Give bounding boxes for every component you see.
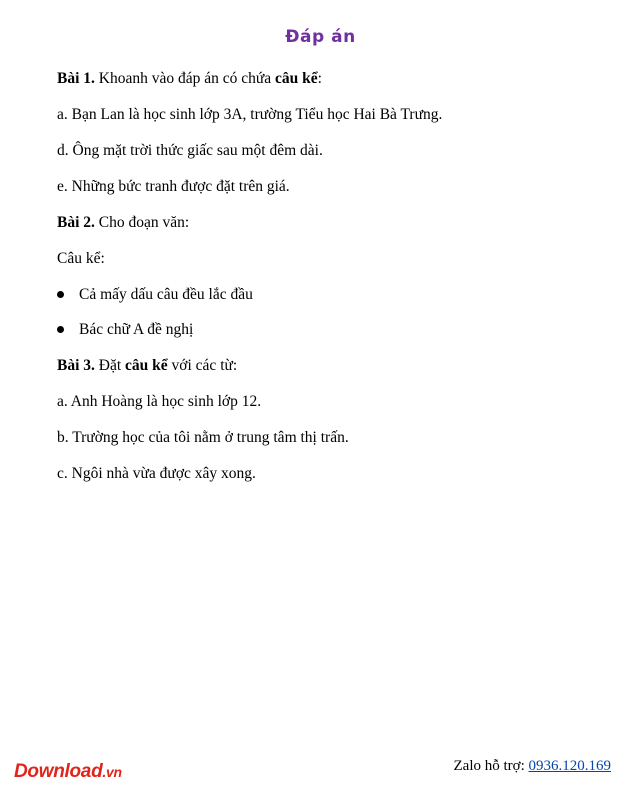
bai1-answer-a: a. Bạn Lan là học sinh lớp 3A, trường Tiểu học Hai Bà Trưng. — [57, 106, 443, 123]
bai2-bullet-1-text: Cả mấy dấu câu đều lắc đầu — [79, 286, 253, 303]
bai2-text: Cho đoạn văn: — [94, 214, 190, 231]
bai3-label: Bài 3. — [57, 357, 95, 374]
bai1-bold-term: câu kể — [275, 70, 318, 87]
bai1-text: Khoanh vào đáp án có chứa — [94, 70, 276, 87]
bullet-icon — [57, 326, 64, 333]
bullet-icon — [57, 291, 64, 298]
bai2-bullet-1 — [57, 285, 253, 305]
bai3-text-before: Đặt — [94, 357, 126, 374]
bai2-bullet-2-text: Bác chữ A đề nghị — [79, 321, 194, 338]
bai2-subheading: Câu kể: — [57, 250, 105, 267]
bai3-text-after: với các từ: — [167, 357, 238, 374]
bai1-answer-d: d. Ông mặt trời thức giấc sau một đêm dài. — [57, 142, 323, 159]
bai1-answer-e: e. Những bức tranh được đặt trên giá. — [57, 178, 290, 195]
page-title: Đáp án — [285, 27, 356, 47]
bai2-label: Bài 2. — [57, 214, 95, 231]
bai3-heading — [57, 356, 237, 376]
zalo-support — [454, 758, 612, 775]
bai3-answer-c: c. Ngôi nhà vừa được xây xong. — [57, 465, 256, 482]
bai3-bold-term: câu kể — [125, 357, 168, 374]
bai1-suffix: : — [317, 70, 322, 87]
bai3-answer-b: b. Trường học của tôi nằm ở trung tâm thị trấn. — [57, 429, 349, 446]
phone-link[interactable]: 0936.120.169 — [528, 758, 611, 774]
bai1-label: Bài 1. — [57, 70, 95, 87]
download-logo[interactable] — [14, 761, 122, 783]
bai2-heading — [57, 213, 189, 233]
logo-tld-text: .vn — [102, 764, 122, 780]
bai2-bullet-2 — [57, 320, 193, 340]
logo-main-text: Download — [14, 761, 103, 782]
zalo-label: Zalo hỗ trợ: — [453, 758, 529, 774]
bai1-heading — [57, 69, 322, 89]
bai3-answer-a: a. Anh Hoàng là học sinh lớp 12. — [57, 393, 262, 410]
